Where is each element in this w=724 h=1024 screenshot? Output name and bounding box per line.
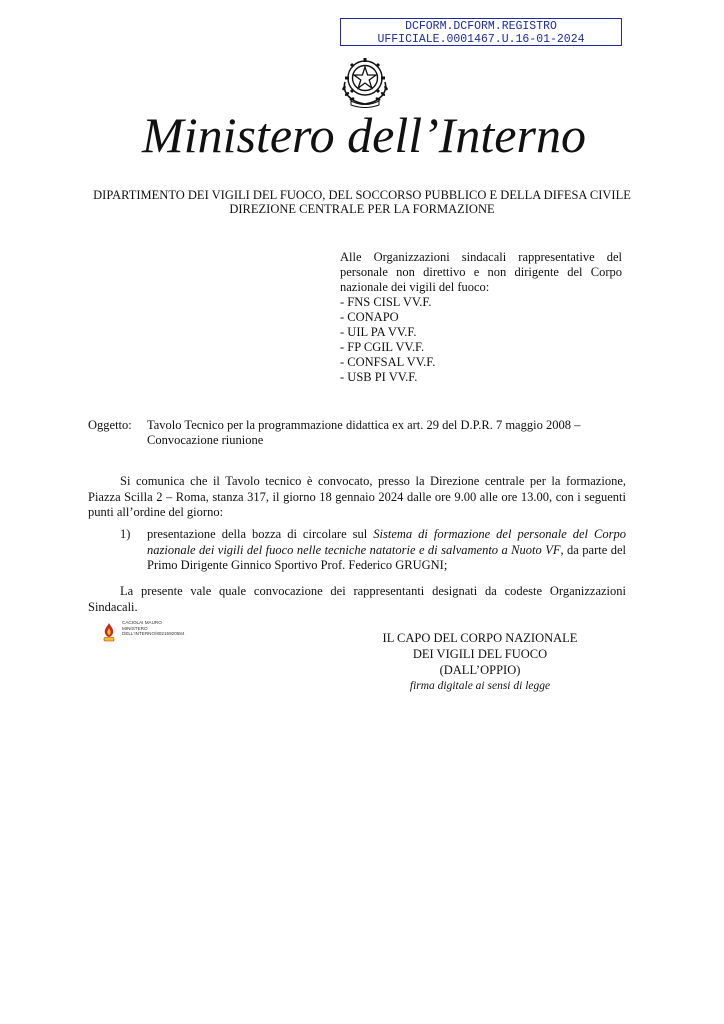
- signature-line-1: IL CAPO DEL CORPO NAZIONALE: [382, 631, 578, 645]
- addressee-block: [340, 250, 622, 385]
- fire-brigade-logo-icon: [102, 622, 116, 642]
- addressee-item: - FNS CISL VV.F.: [340, 295, 432, 309]
- ministry-title-text: Ministero dell’Interno: [142, 108, 586, 163]
- signature-line-3: (DALL’OPPIO): [439, 663, 521, 677]
- italian-republic-emblem-icon: [336, 52, 394, 108]
- addressee-intro: Alle Organizzazioni sindacali rappresentative del personale non direttivo e non dirigente del Corpo nazionale dei vigili del fuoco:: [340, 250, 622, 294]
- subject-line-2: Convocazione riunione: [147, 433, 264, 447]
- department-name: DIPARTIMENTO DEI VIGILI DEL FUOCO, DEL SOCCORSO PUBBLICO E DELLA DIFESA CIVILE: [93, 188, 631, 202]
- agenda-item-number: 1): [120, 527, 131, 541]
- signature-note: firma digitale ai sensi di legge: [409, 680, 551, 692]
- addressee-item: - USB PI VV.F.: [340, 370, 418, 384]
- subject-label: Oggetto:: [88, 418, 132, 432]
- agenda-item: [147, 527, 626, 574]
- addressee-item: - CONAPO: [340, 310, 399, 324]
- addressee-item: - FP CGIL VV.F.: [340, 340, 425, 354]
- subject-line-1: Tavolo Tecnico per la programmazione didattica ex art. 29 del D.P.R. 7 maggio 2008 –: [147, 418, 581, 432]
- digital-signature-badge: [102, 620, 202, 646]
- badge-text: [122, 620, 184, 637]
- body-paragraph-2: La presente vale quale convocazione dei rappresentanti designati da codeste Organizzazioni Sindacali.: [88, 584, 626, 614]
- agenda-item-prefix: presentazione della bozza di circolare sul: [147, 527, 374, 541]
- addressee-item: - CONFSAL VV.F.: [340, 355, 436, 369]
- department-heading: [60, 188, 664, 216]
- badge-line-1: CACIOLAI MAURO: [122, 620, 162, 625]
- protocol-line-2: UFFICIALE.0001467.U.16-01-2024: [377, 33, 585, 46]
- protocol-line-1: DCFORM.DCFORM.REGISTRO: [405, 20, 557, 33]
- signature-line-2: DEI VIGILI DEL FUOCO: [412, 647, 548, 661]
- signature-block: [360, 630, 600, 694]
- ministry-title: [120, 108, 608, 166]
- agenda-item-suffix: , da parte del Primo Dirigente Ginnico Sportivo Prof. Federico GRUGNI;: [147, 542, 626, 572]
- direction-name: DIREZIONE CENTRALE PER LA FORMAZIONE: [229, 202, 495, 216]
- body-paragraph-1: Si comunica che il Tavolo tecnico è convocato, presso la Direzione centrale per la formazione, Piazza Scilla 2 – Roma, stanza 317, il giorno 18 gennaio 2024 dalle ore 9.00 alle ore 13.00, con i seguenti punti all’ordine del giorno:: [88, 474, 626, 519]
- badge-line-2: MINISTERO: [122, 625, 148, 631]
- addressee-item: - UIL PA VV.F.: [340, 325, 417, 339]
- subject-text: [147, 418, 627, 448]
- agenda-item-italic: Sistema di formazione del personale del Corpo nazionale dei vigili del fuoco nelle tecniche natatorie e di salvamento a Nuoto VF: [147, 527, 626, 557]
- protocol-stamp: [340, 18, 622, 46]
- badge-line-3: DELL'INTERNO/80215920584: [122, 631, 185, 637]
